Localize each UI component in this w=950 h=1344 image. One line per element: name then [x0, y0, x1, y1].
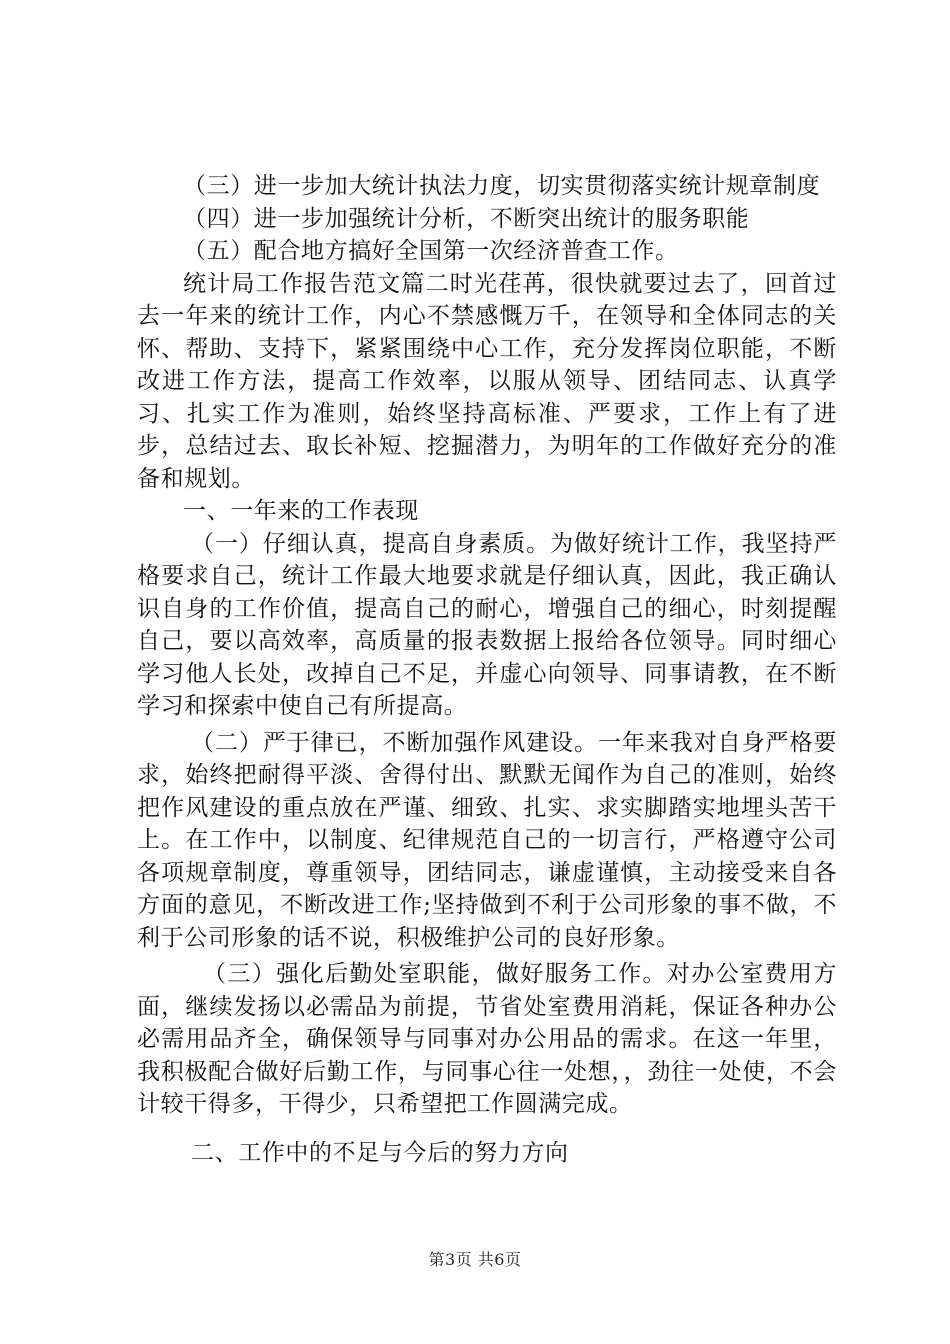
- paragraph-2-er: （二）严于律已，不断加强作风建设。一年来我对自身严格要求，始终把耐得平淡、舍得付出、默默无闻作为自己的准则，始终把作风建设的重点放在严谨、细致、扎实、求实脚踏实地埋头苦干上。在工作中，以制度、纪律规范自己的一切言行，严格遵守公司各项规章制度，尊重领导，团结同志，谦虚谨慎，主动接受来自各方面的意见，不断改进工作;坚持做到不利于公司形象的事不做，不利于公司形象的话不说，积极维护公司的良好形象。: [137, 729, 837, 951]
- document-body: [137, 170, 837, 1169]
- paragraph-4-si: （四）进一步加强统计分析，不断突出统计的服务职能: [183, 205, 750, 232]
- section-heading-2: 二、工作中的不足与今后的努力方向: [191, 1139, 569, 1166]
- section-heading-1: 一、一年来的工作表现: [183, 498, 419, 524]
- paragraph-1-yi: （一）仔细认真，提高自身素质。为做好统计工作，我坚持严格要求自己，统计工作最大地要求就是仔细认真，因此，我正确认识自身的工作价值，提高自己的耐心，增强自己的细心，时刻提醒自己，要以高效率，高质量的报表数据上报给各位领导。同时细心学习他人长处，改掉自己不足，并虚心向领导、同事请教，在不断学习和探索中使自己有所提高。: [137, 530, 837, 719]
- paragraph-5-wu: （五）配合地方搞好全国第一次经济普查工作。: [183, 238, 679, 264]
- paragraph-3-san-logistics: （三）强化后勤处室职能，做好服务工作。对办公室费用方面，继续发扬以必需品为前提，节省处室费用消耗，保证各种办公必需用品齐全，确保领导与同事对办公用品的需求。在这一年里，我积极配合做好后勤工作，与同事心往一处想，，劲往一处使，不会计较干得多，干得少，只希望把工作圆满完成。: [137, 961, 837, 1117]
- paragraph-report-intro: 统计局工作报告范文篇二时光荏苒，很快就要过去了，回首过去一年来的统计工作，内心不禁感慨万千，在领导和全体同志的关怀、帮助、支持下，紧紧围绕中心工作，充分发挥岗位职能，不断改进工作方法，提高工作效率，以服从领导、团结同志、认真学习、扎实工作为准则，始终坚持高标准、严要求，工作上有了进步，总结过去、取长补短、挖掘潜力，为明年的工作做好充分的准备和规划。: [137, 270, 837, 492]
- page-number-footer: 第3页 共6页: [428, 1250, 522, 1269]
- paragraph-3-san: （三）进一步加大统计执法力度，切实贯彻落实统计规章制度: [183, 173, 821, 199]
